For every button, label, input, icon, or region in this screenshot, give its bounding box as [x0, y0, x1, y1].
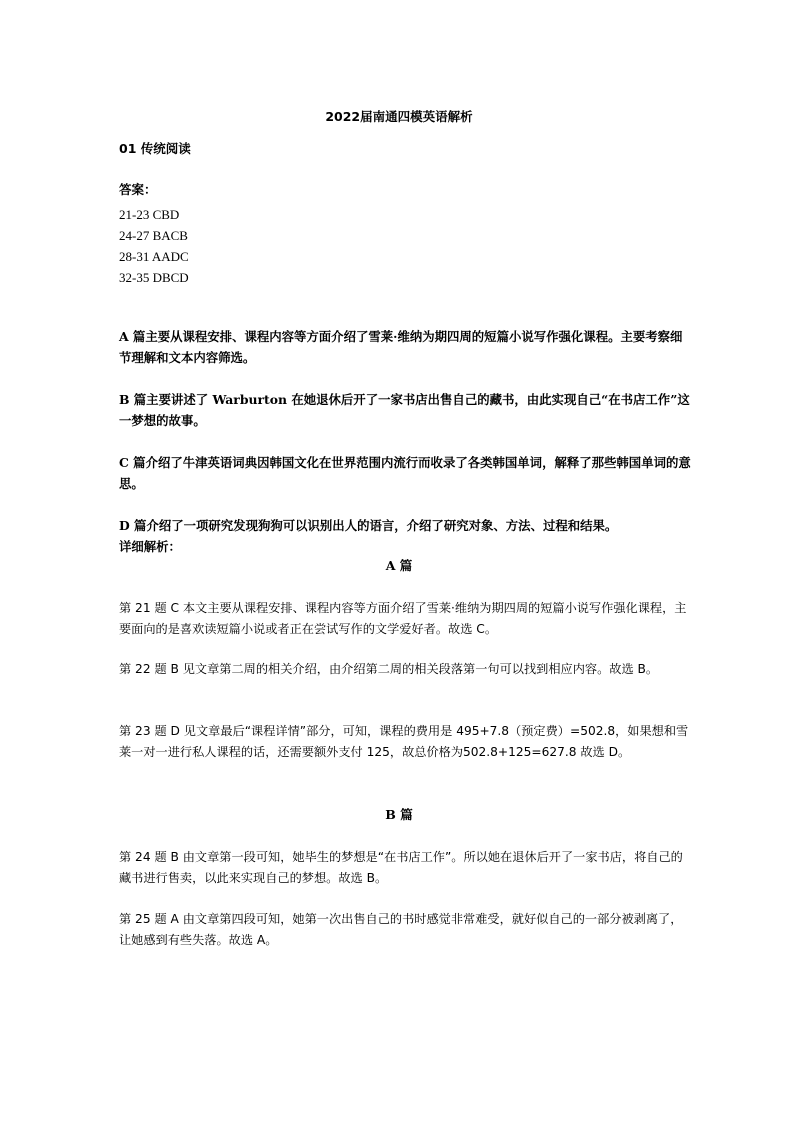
- summary-a: A 篇主要从课程安排、课程内容等方面介绍了雪莱·维纳为期四周的短篇小说写作强化课程。主要考察细节理解和文本内容筛选。: [119, 329, 683, 365]
- answer-line: 32-35 DBCD: [119, 270, 189, 285]
- detail-label: 详细解析：: [119, 539, 181, 554]
- question-21-explanation: 第 21 题 C 本文主要从课程安排、课程内容等方面介绍了雪莱·维纳为期四周的短篇小说写作强化课程，主要面向的是喜欢读短篇小说或者正在尝试写作的文学爱好者。故选 C。: [119, 601, 687, 636]
- answer-line: 24-27 BACB: [119, 228, 188, 243]
- answers-label: 答案：: [119, 182, 157, 197]
- document-title: 2022届南通四模英语解析: [325, 109, 473, 124]
- question-22-explanation: 第 22 题 B 见文章第二周的相关介绍，由介绍第二周的相关段落第一句可以找到相应内容。故选 B。: [119, 662, 659, 676]
- part-b-heading: B 篇: [385, 807, 413, 822]
- question-24-explanation: 第 24 题 B 由文章第一段可知，她毕生的梦想是“在书店工作”。所以她在退休后开了一家书店，将自己的藏书进行售卖，以此来实现自己的梦想。故选 B。: [119, 850, 683, 885]
- section-heading: 01 传统阅读: [119, 141, 191, 156]
- part-a-heading: A 篇: [385, 558, 413, 573]
- question-25-explanation: 第 25 题 A 由文章第四段可知，她第一次出售自己的书时感觉非常难受，就好似自己的一部分被剥离了，让她感到有些失落。故选 A。: [119, 912, 683, 947]
- summary-c: C 篇介绍了牛津英语词典因韩国文化在世界范围内流行而收录了各类韩国单词，解释了那些韩国单词的意思。: [119, 455, 691, 491]
- answer-line: 28-31 AADC: [119, 249, 189, 264]
- summary-d: D 篇介绍了一项研究发现狗狗可以识别出人的语言，介绍了研究对象、方法、过程和结果。: [119, 518, 618, 533]
- answer-line: 21-23 CBD: [119, 207, 180, 222]
- answer-list: [119, 204, 189, 288]
- summary-b: B 篇主要讲述了 Warburton 在她退休后开了一家书店出售自己的藏书，由此实现自己“在书店工作”这一梦想的故事。: [119, 392, 690, 428]
- question-23-explanation: 第 23 题 D 见文章最后“课程详情”部分，可知，课程的费用是 495+7.8（预定费）=502.8，如果想和雪莱一对一进行私人课程的话，还需要额外支付 125，故总价格为502.8+125=627.8 故选 D。: [119, 724, 689, 759]
